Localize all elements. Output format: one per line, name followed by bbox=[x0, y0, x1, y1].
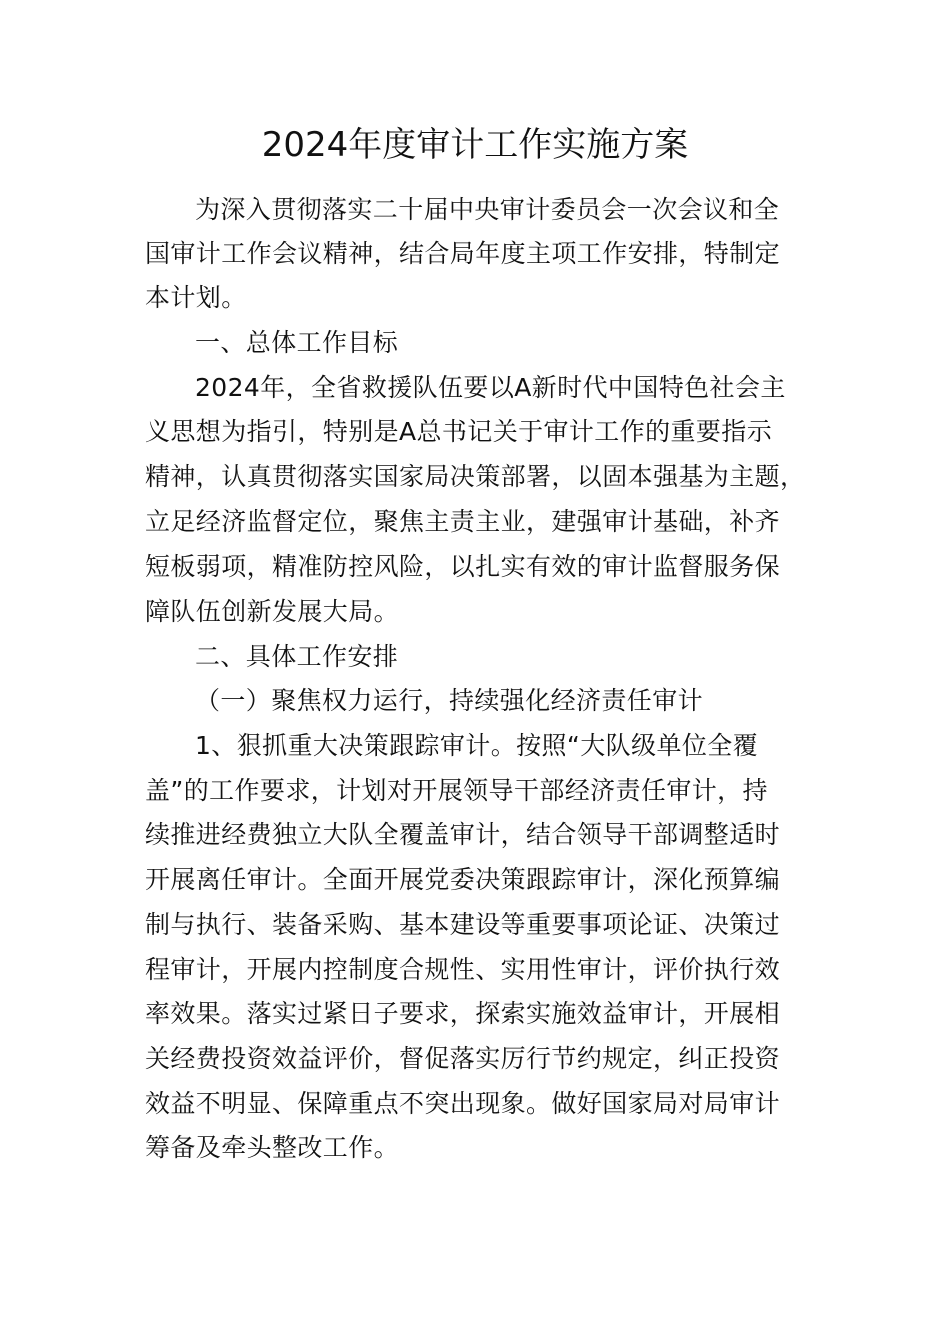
paragraph-line: 义思想为指引，特别是A总书记关于审计工作的重要指示 bbox=[145, 417, 773, 446]
document-title: 2024年度审计工作实施方案 bbox=[261, 125, 689, 165]
paragraph-line: 精神，认真贯彻落实国家局决策部署，以固本强基为主题， bbox=[145, 462, 806, 491]
paragraph-line: 率效果。落实过紧日子要求，探索实施效益审计，开展相 bbox=[145, 999, 781, 1028]
paragraph-line: 盖”的工作要求，计划对开展领导干部经济责任审计，持 bbox=[145, 776, 768, 805]
paragraph-line: 本计划。 bbox=[145, 283, 247, 312]
paragraph-line: 为深入贯彻落实二十届中央审计委员会一次会议和全 bbox=[195, 195, 780, 224]
section-heading: 一、总体工作目标 bbox=[195, 328, 399, 357]
section-heading: 二、具体工作安排 bbox=[195, 642, 399, 671]
paragraph-line: 国审计工作会议精神，结合局年度主项工作安排，特制定 bbox=[145, 239, 781, 268]
subsection-heading: （一）聚焦权力运行，持续强化经济责任审计 bbox=[195, 686, 704, 715]
paragraph-line: 开展离任审计。全面开展党委决策跟踪审计，深化预算编 bbox=[145, 865, 781, 894]
paragraph-line: 程审计，开展内控制度合规性、实用性审计，评价执行效 bbox=[145, 955, 781, 984]
paragraph-line: 障队伍创新发展大局。 bbox=[145, 597, 400, 626]
paragraph-line: 关经费投资效益评价，督促落实厉行节约规定，纠正投资 bbox=[145, 1044, 781, 1073]
paragraph-line: 立足经济监督定位，聚焦主责主业，建强审计基础，补齐 bbox=[145, 507, 781, 536]
paragraph-line: 2024年，全省救援队伍要以A新时代中国特色社会主 bbox=[195, 373, 786, 402]
paragraph-line: 筹备及牵头整改工作。 bbox=[145, 1133, 400, 1162]
paragraph-line: 续推进经费独立大队全覆盖审计，结合领导干部调整适时 bbox=[145, 820, 781, 849]
paragraph-line: 短板弱项，精准防控风险，以扎实有效的审计监督服务保 bbox=[145, 552, 781, 581]
paragraph-line: 效益不明显、保障重点不突出现象。做好国家局对局审计 bbox=[145, 1089, 781, 1118]
paragraph-line: 1、狠抓重大决策跟踪审计。按照“大队级单位全覆 bbox=[195, 731, 759, 760]
paragraph-line: 制与执行、装备采购、基本建设等重要事项论证、决策过 bbox=[145, 910, 781, 939]
